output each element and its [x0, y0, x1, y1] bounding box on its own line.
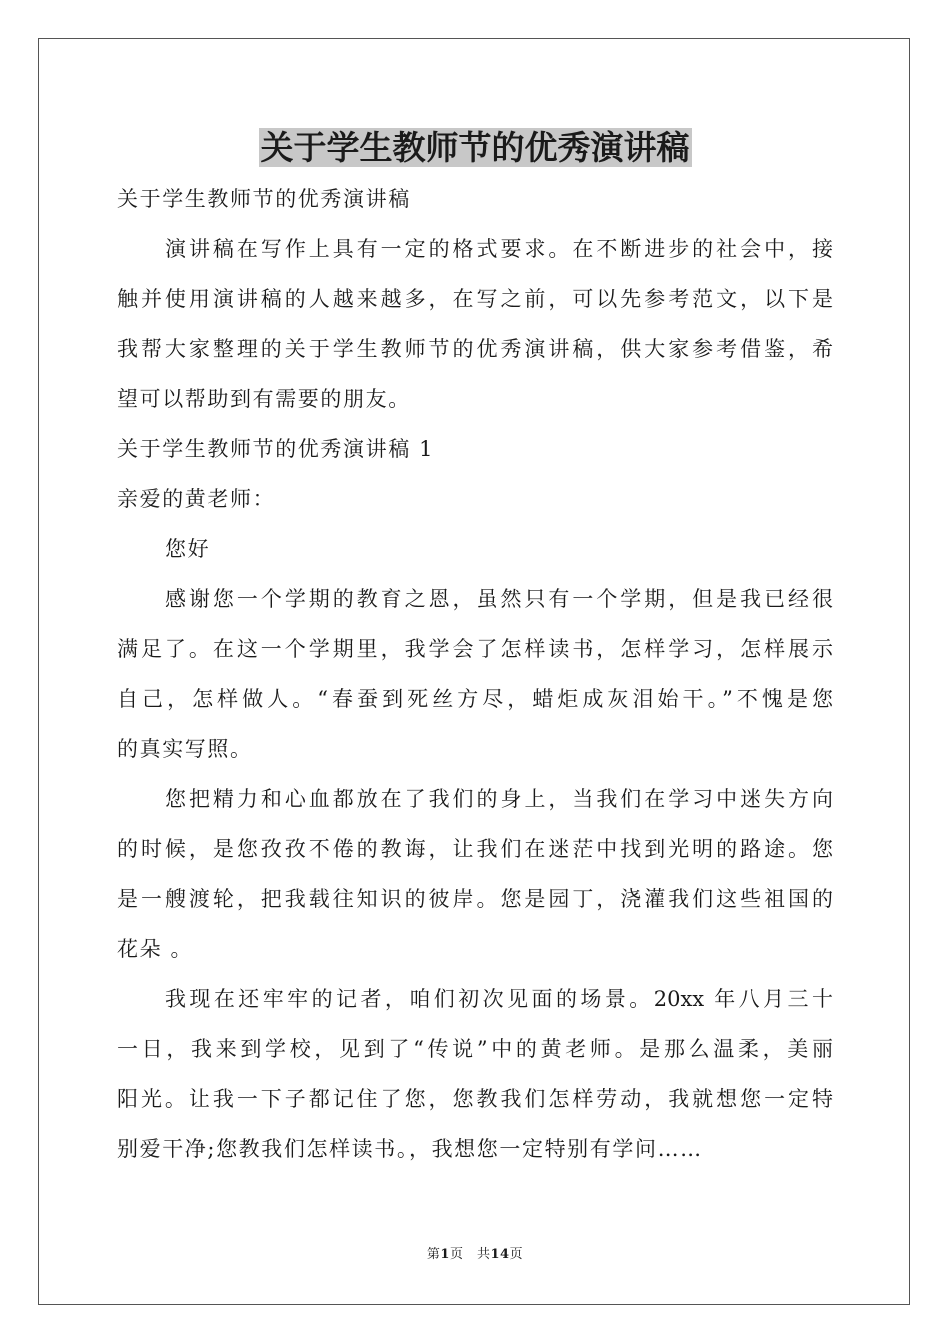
- para3-line-3: 阳光。让我一下子都记住了您，您教我们怎样劳动，我就想您一定特: [117, 1087, 833, 1111]
- footer-suffix: 页: [509, 1247, 524, 1262]
- para1-line-4: 的真实写照。: [117, 737, 253, 761]
- document-title: 关于学生教师节的优秀演讲稿: [260, 128, 690, 167]
- section-heading: 关于学生教师节的优秀演讲稿 1: [117, 437, 435, 461]
- total-page-number: 14: [490, 1247, 510, 1262]
- subtitle-line: 关于学生教师节的优秀演讲稿: [117, 187, 411, 211]
- para3-line-4: 别爱干净;您教我们怎样读书。，我想您一定特别有学问……: [117, 1137, 703, 1161]
- intro-line-4: 望可以帮助到有需要的朋友。: [117, 387, 411, 411]
- page-number-footer: [0, 1246, 950, 1264]
- para1-line-1: 感谢您一个学期的教育之恩，虽然只有一个学期，但是我已经很: [165, 587, 833, 611]
- footer-prefix: 第: [426, 1247, 441, 1262]
- para2-line-1: 您把精力和心血都放在了我们的身上，当我们在学习中迷失方向: [165, 787, 833, 811]
- intro-line-1: 演讲稿在写作上具有一定的格式要求。在不断进步的社会中，接: [165, 237, 833, 261]
- para3-line-2: 一日，我来到学校，见到了“传说”中的黄老师。是那么温柔，美丽: [117, 1037, 833, 1061]
- para2-line-2: 的时候，是您孜孜不倦的教诲，让我们在迷茫中找到光明的路途。您: [117, 837, 833, 861]
- current-page-number: 1: [440, 1247, 450, 1262]
- para3-line-1: 我现在还牢牢的记者，咱们初次见面的场景。20xx 年八月三十: [165, 987, 833, 1011]
- greeting: 您好: [165, 537, 211, 561]
- para2-line-3: 是一艘渡轮，把我载往知识的彼岸。您是园丁，浇灌我们这些祖国的: [117, 887, 833, 911]
- salutation: 亲爱的黄老师：: [117, 487, 276, 511]
- para1-line-2: 满足了。在这一个学期里，我学会了怎样读书，怎样学习，怎样展示: [117, 637, 833, 661]
- page-border: [38, 38, 910, 1305]
- intro-line-3: 我帮大家整理的关于学生教师节的优秀演讲稿，供大家参考借鉴，希: [117, 337, 833, 361]
- para2-line-4: 花朵 。: [117, 937, 194, 961]
- para1-line-3: 自己，怎样做人。“春蚕到死丝方尽，蜡炬成灰泪始干。”不愧是您: [117, 687, 833, 711]
- intro-line-2: 触并使用演讲稿的人越来越多，在写之前，可以先参考范文，以下是: [117, 287, 833, 311]
- footer-mid: 页 共: [449, 1247, 491, 1262]
